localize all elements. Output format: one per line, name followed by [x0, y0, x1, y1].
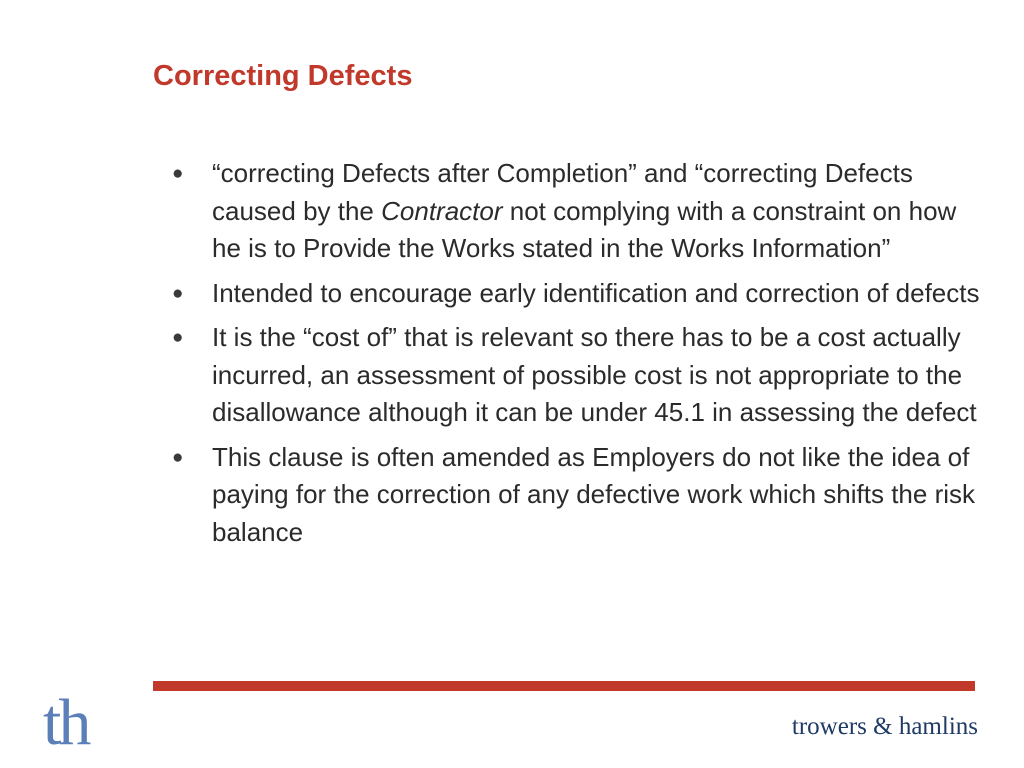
th-logo-mark: th: [43, 686, 89, 759]
bullet-item: [172, 275, 982, 313]
bullet-text-part: “correcting Defects after Completion” and “correcting Defects caused by the: [212, 158, 913, 226]
bullet-dot-icon: ●: [172, 446, 184, 468]
bullet-text-part: not complying with a constraint on how he is to Provide the Works stated in the Works Information”: [212, 195, 957, 263]
bullet-item: [172, 439, 982, 552]
bullet-text: [212, 155, 982, 268]
bullet-text: Intended to encourage early identification and correction of defects: [212, 277, 980, 308]
footer-divider: [153, 681, 975, 691]
slide-title: Correcting Defects: [153, 60, 413, 92]
bullet-item: [172, 155, 982, 268]
brand-logo-text: trowers & hamlins: [791, 713, 978, 740]
bullet-dot-icon: ●: [172, 163, 184, 184]
bullet-item: [172, 319, 982, 432]
bullet-text: It is the “cost of” that is relevant so there has to be a cost actually incurred, an assessment of possible cost is not appropriate to the disallowance although it can be under 45.1 in assessing the defect: [212, 322, 977, 427]
bullet-dot-icon: ●: [172, 282, 184, 304]
bullet-text-emphasis: Contractor: [381, 195, 503, 226]
bullet-dot-icon: ●: [172, 327, 184, 348]
bullet-text: This clause is often amended as Employers do not like the idea of paying for the correction of any defective work which shifts the risk balance: [212, 441, 976, 547]
bullet-list: [172, 155, 982, 558]
